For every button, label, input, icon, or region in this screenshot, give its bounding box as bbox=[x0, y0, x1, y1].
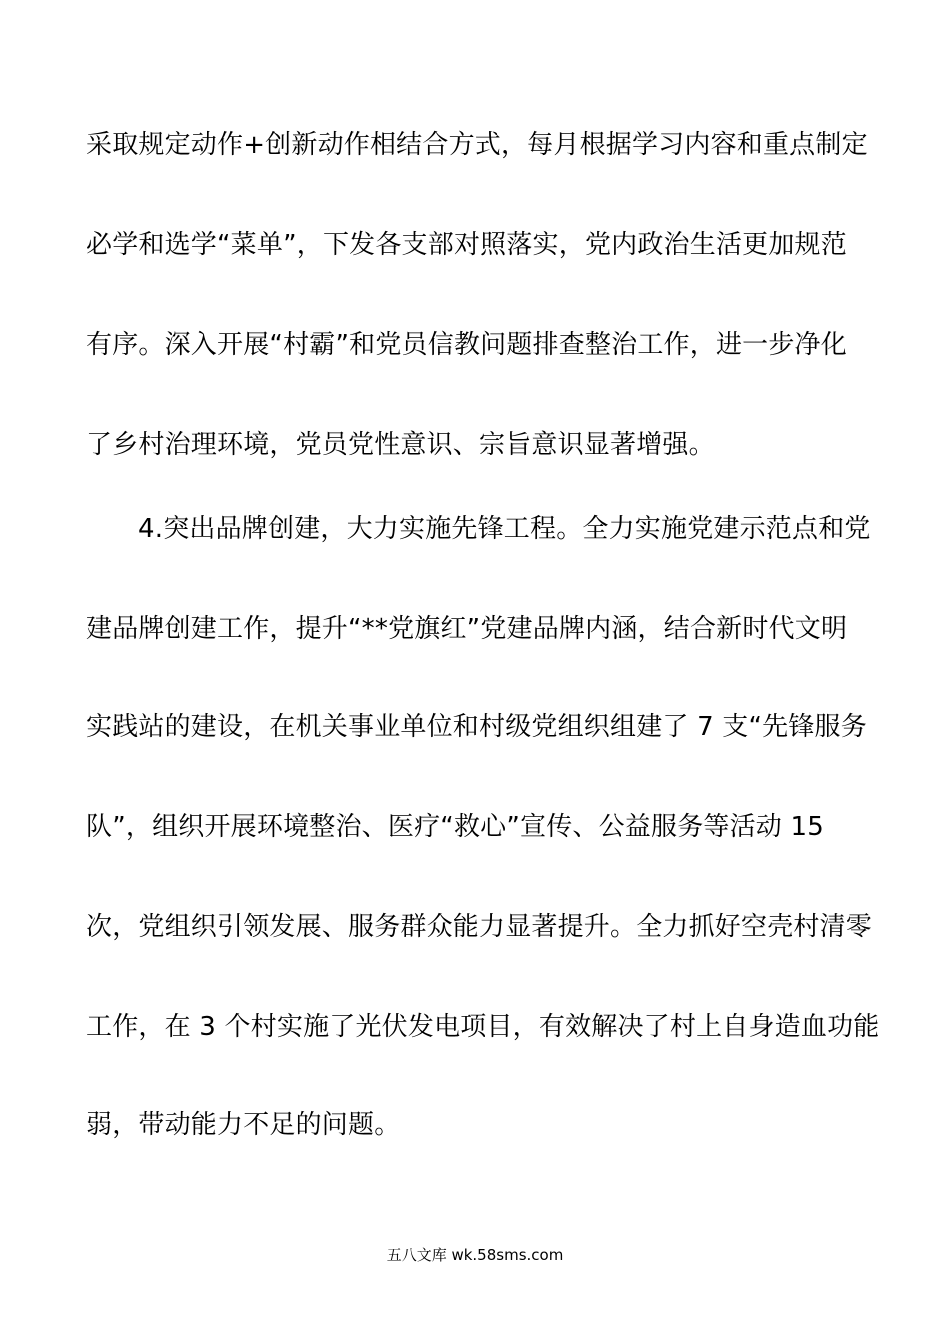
footer-watermark: 五八文库 wk.58sms.com bbox=[386, 1246, 564, 1264]
body-text-line: 次，党组织引领发展、服务群众能力显著提升。全力抓好空壳村清零 bbox=[86, 912, 873, 942]
paragraph-first-line: 4.突出品牌创建，大力实施先锋工程。全力实施党建示范点和党 bbox=[138, 514, 871, 544]
body-text-line: 工作，在 3 个村实施了光伏发电项目，有效解决了村上自身造血功能 bbox=[86, 1012, 880, 1042]
body-text-line: 弱，带动能力不足的问题。 bbox=[86, 1110, 401, 1140]
body-text-line: 队”，组织开展环境整治、医疗“救心”宣传、公益服务等活动 15 bbox=[86, 812, 824, 842]
body-text-line: 必学和选学“菜单”，下发各支部对照落实，党内政治生活更加规范 bbox=[86, 230, 847, 260]
body-text-line: 采取规定动作+创新动作相结合方式，每月根据学习内容和重点制定 bbox=[86, 130, 868, 160]
body-text-line: 有序。深入开展“村霸”和党员信教问题排查整治工作，进一步净化 bbox=[86, 330, 847, 360]
body-text-line: 了乡村治理环境，党员党性意识、宗旨意识显著增强。 bbox=[86, 430, 715, 460]
body-text-line: 建品牌创建工作，提升“**党旗红”党建品牌内涵，结合新时代文明 bbox=[86, 614, 848, 644]
body-text-line: 实践站的建设，在机关事业单位和村级党组织组建了 7 支“先锋服务 bbox=[86, 712, 867, 742]
